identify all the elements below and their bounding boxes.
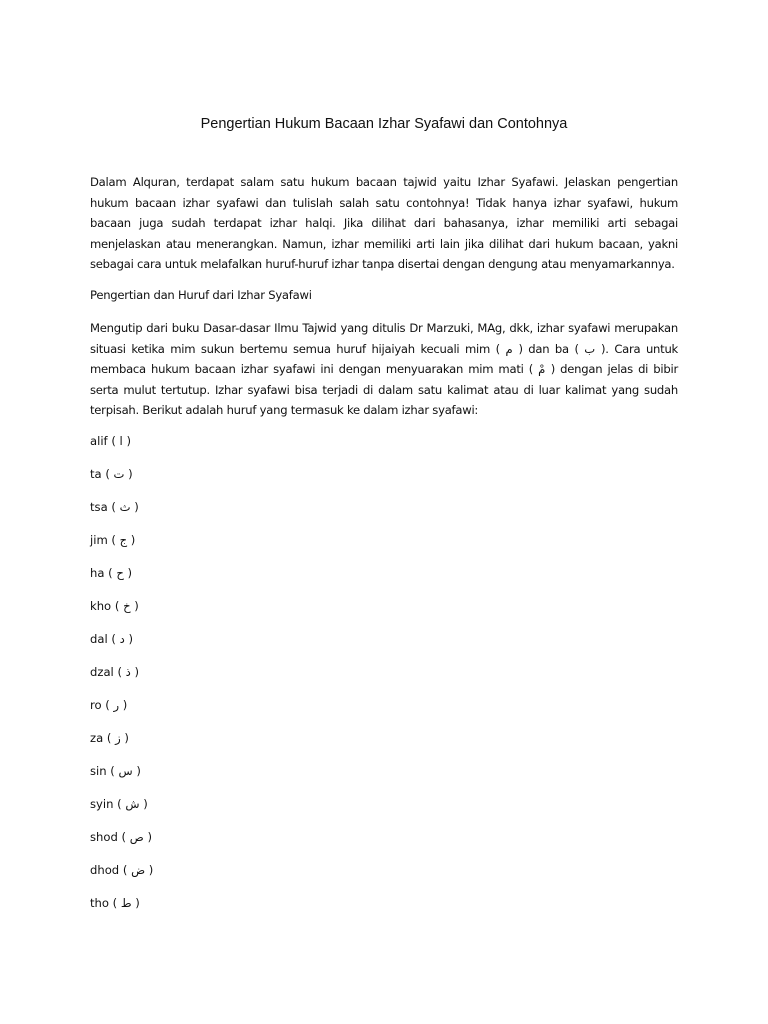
intro-paragraph: Dalam Alquran, terdapat salam satu hukum bacaan tajwid yaitu Izhar Syafawi. Jelaskan pengertian hukum bacaan izhar syafawi dan tulislah salah satu contohnya! Tidak hanya izhar syafawi, hukum bacaan juga sudah terdapat izhar halqi. Jika dilihat dari bahasanya, izhar memiliki arti sebagai menjelaskan atau menerangkan. Namun, izhar memiliki arti lain jika dilihat dari hukum bacaan, yakni sebagai cara untuk melafalkan huruf-huruf izhar tanpa disertai dengan dengung atau menyamarkannya. [90, 175, 678, 272]
list-item: dzal ( ذ ) [90, 665, 140, 679]
list-item: alif ( ا ) [90, 434, 131, 448]
list-item: za ( ز ) [90, 731, 129, 745]
list-item: sin ( س ) [90, 764, 141, 778]
list-item: shod ( ص ) [90, 830, 152, 844]
list-item: dhod ( ض ) [90, 863, 154, 877]
list-item: kho ( خ ) [90, 599, 139, 613]
definition-paragraph: Mengutip dari buku Dasar-dasar Ilmu Tajwid yang ditulis Dr Marzuki, MAg, dkk, izhar syafawi merupakan situasi ketika mim sukun bertemu semua huruf hijaiyah kecuali mim ( م ) dan ba ( ب ). Cara untuk membaca hukum bacaan izhar syafawi ini dengan menyuarakan mim mati ( مْ ) dengan jelas di bibir serta mulut tertutup. Izhar syafawi bisa terjadi di dalam satu kalimat atau di luar kalimat yang sudah terpisah. Berikut adalah huruf yang termasuk ke dalam izhar syafawi: [90, 321, 679, 418]
list-item: jim ( ج ) [90, 533, 136, 547]
list-item: ta ( ت ) [90, 467, 133, 481]
list-item: syin ( ش ) [90, 797, 148, 811]
list-item: ro ( ر ) [90, 698, 128, 712]
section-heading: Pengertian dan Huruf dari Izhar Syafawi [90, 288, 312, 302]
list-item: tsa ( ث ) [90, 500, 139, 514]
list-item: tho ( ط ) [90, 896, 140, 910]
list-item: ha ( ح ) [90, 566, 133, 580]
document-title: Pengertian Hukum Bacaan Izhar Syafawi dan Contohnya [200, 116, 568, 132]
letter-list [90, 430, 153, 925]
list-item: dal ( د ) [90, 632, 133, 646]
